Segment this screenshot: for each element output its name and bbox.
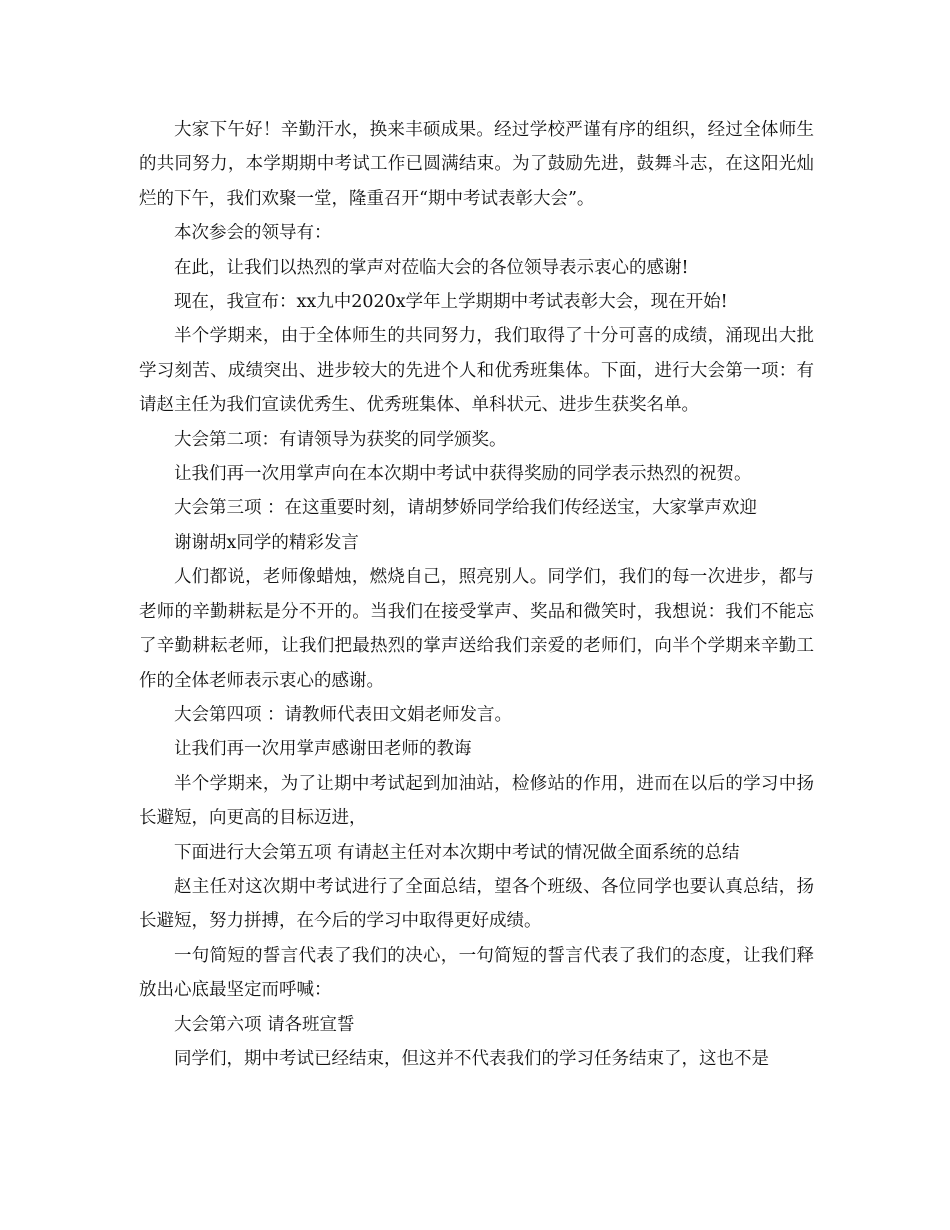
document-body	[139, 113, 814, 1076]
paragraph-attending-leaders: 本次参会的领导有：	[174, 223, 332, 244]
paragraph-item-four: 大会第四项 ：请教师代表田文娟老师发言。	[174, 704, 513, 725]
paragraph-thanks-leaders: 在此，让我们以热烈的掌声对莅临大会的各位领导表示衷心的感谢!	[174, 257, 689, 278]
paragraph-item-three: 大会第三项 ：在这重要时刻，请胡梦娇同学给我们传经送宝，大家掌声欢迎	[174, 498, 758, 519]
paragraph-summary: 赵主任对这次期中考试进行了全面总结，望各个班级、各位同学也要认真总结，扬长避短，努力拼搏，在今后的学习中取得更好成绩。	[139, 876, 814, 932]
paragraph-opening-greeting: 大家下午好！辛勤汗水，换来丰硕成果。经过学校严谨有序的组织，经过全体师生的共同努力，本学期期中考试工作已圆满结束。为了鼓励先进，鼓舞斗志，在这阳光灿烂的下午，我们欢聚一堂，隆重召开“期中考试表彰大会”。	[139, 120, 814, 209]
paragraph-thanks-student: 谢谢胡x同学的精彩发言	[174, 532, 359, 553]
paragraph-item-five: 下面进行大会第五项 有请赵主任对本次期中考试的情况做全面系统的总结	[174, 842, 740, 863]
paragraph-congratulations: 让我们再一次用掌声向在本次期中考试中获得奖励的同学表示热烈的祝贺。	[174, 464, 752, 485]
paragraph-item-six: 大会第六项 请各班宣誓	[174, 1014, 355, 1035]
paragraph-item-one: 半个学期来，由于全体师生的共同努力，我们取得了十分可喜的成绩，涌现出大批学习刻苦、成绩突出、进步较大的先进个人和优秀班集体。下面，进行大会第一项：有请赵主任为我们宣读优秀生、优秀班集体、单科状元、进步生获奖名单。	[139, 326, 814, 416]
paragraph-meeting-start: 现在，我宣布：xx九中2020x学年上学期期中考试表彰大会，现在开始!	[174, 292, 728, 313]
paragraph-closing: 同学们，期中考试已经结束，但这并不代表我们的学习任务结束了，这也不是	[174, 1048, 769, 1069]
paragraph-exam-purpose: 半个学期来，为了让期中考试起到加油站，检修站的作用，进而在以后的学习中扬长避短，向更高的目标迈进，	[139, 773, 814, 829]
paragraph-item-two: 大会第二项：有请领导为获奖的同学颁奖。	[174, 429, 507, 450]
paragraph-thanks-teacher: 让我们再一次用掌声感谢田老师的教诲	[174, 739, 472, 760]
paragraph-oath-intro: 一句简短的誓言代表了我们的决心，一句简短的誓言代表了我们的态度，让我们释放出心底最坚定而呼喊：	[139, 945, 814, 1001]
paragraph-teachers-tribute: 人们都说，老师像蜡烛，燃烧自己，照亮别人。同学们，我们的每一次进步，都与老师的辛勤耕耘是分不开的。当我们在接受掌声、奖品和微笑时，我想说：我们不能忘了辛勤耕耘老师，让我们把最热烈的掌声送给我们亲爱的老师们，向半个学期来辛勤工作的全体老师表示衷心的感谢。	[139, 567, 814, 691]
